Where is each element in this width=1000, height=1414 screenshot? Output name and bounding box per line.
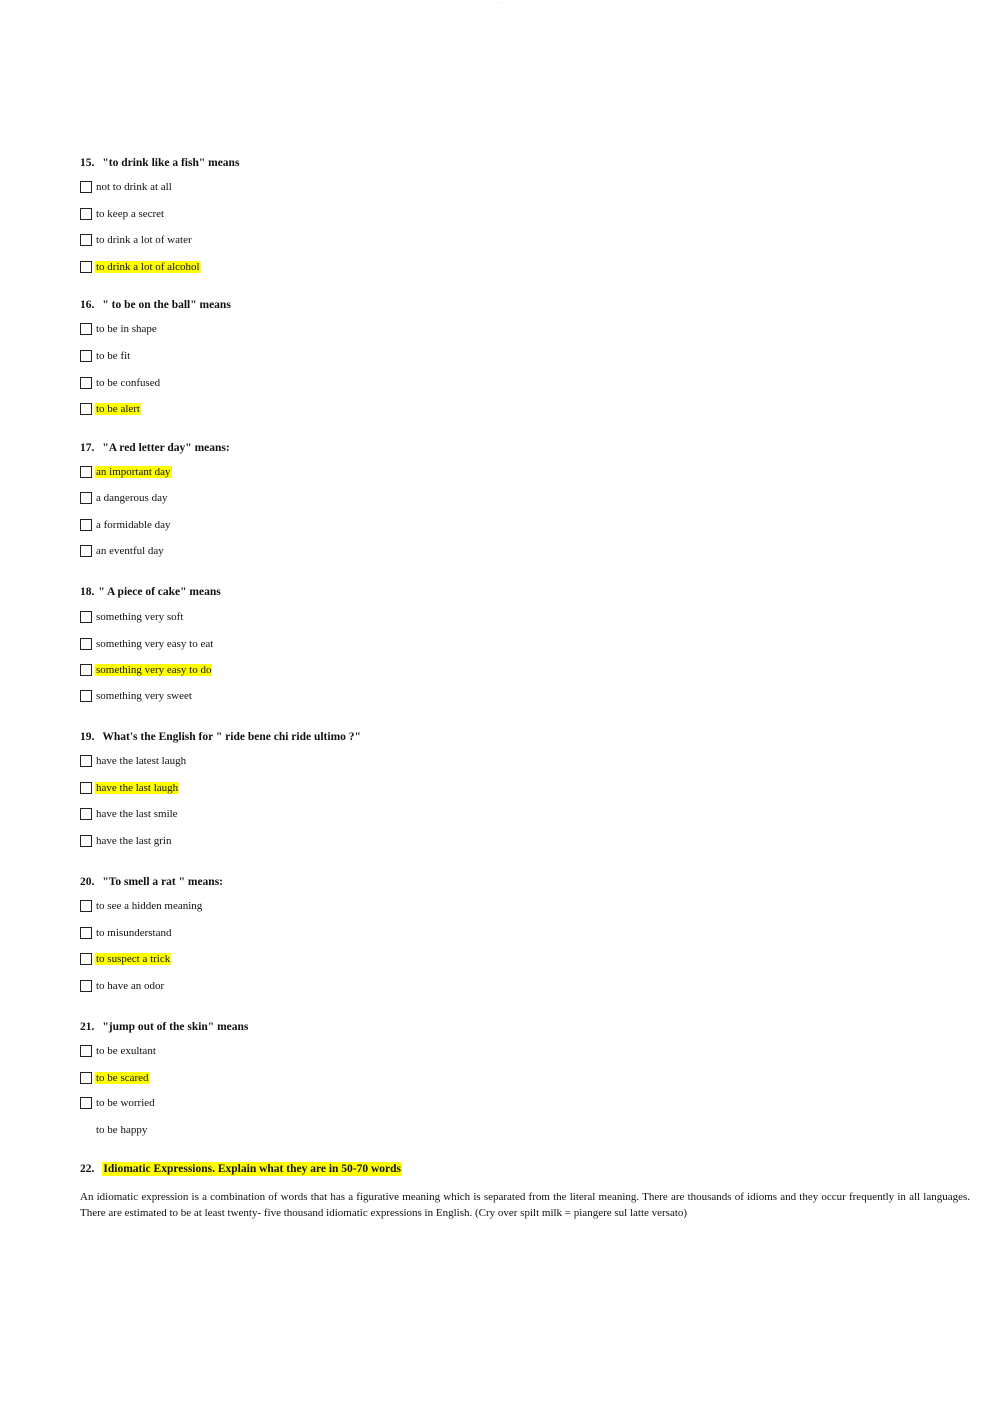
- checkbox[interactable]: [80, 1097, 92, 1109]
- checkbox[interactable]: [80, 1072, 92, 1084]
- question-text: " A piece of cake" means: [98, 586, 221, 598]
- checkbox[interactable]: [80, 466, 92, 478]
- question-text: What's the English for " ride bene chi ride ultimo ?": [102, 731, 361, 743]
- option-label: something very soft: [96, 611, 184, 624]
- checkbox[interactable]: [80, 611, 92, 623]
- checkbox[interactable]: [80, 350, 92, 362]
- option-21-a[interactable]: [80, 1044, 157, 1060]
- option-label: something very sweet: [96, 690, 192, 703]
- page-header-mark: · · · · ·: [494, 0, 506, 5]
- option-label: to be in shape: [96, 323, 157, 336]
- question-text: "jump out of the skin" means: [102, 1021, 249, 1033]
- option-18-d[interactable]: [80, 689, 193, 705]
- checkbox[interactable]: [80, 808, 92, 820]
- option-19-b[interactable]: [80, 781, 179, 797]
- option-19-d[interactable]: [80, 834, 172, 850]
- option-17-a[interactable]: [80, 465, 172, 481]
- option-21-b[interactable]: [80, 1071, 150, 1087]
- option-20-b[interactable]: [80, 926, 172, 942]
- question-text: " to be on the ball" means: [102, 299, 231, 311]
- checkbox[interactable]: [80, 234, 92, 246]
- option-label: have the last smile: [96, 808, 178, 821]
- option-label: to have an odor: [96, 980, 165, 993]
- option-15-b[interactable]: [80, 207, 165, 223]
- checkbox[interactable]: [80, 323, 92, 335]
- option-label: to be happy: [96, 1124, 148, 1137]
- question-title: [80, 1020, 248, 1034]
- option-15-c[interactable]: [80, 233, 193, 249]
- option-18-b[interactable]: [80, 637, 214, 653]
- option-label: to be worried: [96, 1097, 155, 1110]
- question-number: 19.: [80, 731, 95, 743]
- option-20-d[interactable]: [80, 979, 165, 995]
- option-label: to be fit: [96, 350, 131, 363]
- checkbox[interactable]: [80, 1045, 92, 1057]
- question-title: [80, 156, 239, 170]
- option-label: to be confused: [96, 377, 161, 390]
- option-21-d[interactable]: [80, 1123, 148, 1139]
- answer-paragraph: An idiomatic expression is a combination of words that has a figurative meaning which is separated from the literal meaning. There are thousands of idioms and they occur frequently in all languages. There are estimated to be at least twenty- five thousand idiomatic expressions in English. (Cry over spilt milk = piangere sul latte versato): [80, 1191, 970, 1219]
- question-text: "A red letter day" means:: [102, 442, 230, 454]
- option-20-c[interactable]: [80, 952, 171, 968]
- checkbox[interactable]: [80, 208, 92, 220]
- option-label: have the latest laugh: [96, 755, 187, 768]
- option-17-b[interactable]: [80, 491, 168, 507]
- checkbox[interactable]: [80, 492, 92, 504]
- option-label: a dangerous day: [96, 492, 168, 505]
- question-number: 15.: [80, 157, 95, 169]
- option-21-c[interactable]: [80, 1096, 156, 1112]
- checkbox[interactable]: [80, 545, 92, 557]
- option-17-c[interactable]: [80, 518, 172, 534]
- checkbox[interactable]: [80, 519, 92, 531]
- question-number: 22.: [80, 1163, 95, 1175]
- option-label-correct: to drink a lot of alcohol: [96, 261, 200, 274]
- option-19-a[interactable]: [80, 754, 187, 770]
- question-title: [80, 875, 223, 889]
- option-label: to see a hidden meaning: [96, 900, 203, 913]
- option-20-a[interactable]: [80, 899, 203, 915]
- option-label: a formidable day: [96, 519, 171, 532]
- option-label: to misunderstand: [96, 927, 172, 940]
- option-19-c[interactable]: [80, 807, 179, 823]
- question-text: "To smell a rat " means:: [102, 876, 224, 888]
- question-number: 16.: [80, 299, 95, 311]
- option-label-correct: have the last laugh: [96, 782, 179, 795]
- question-text: "to drink like a fish" means: [102, 157, 240, 169]
- question-number: 18.: [80, 586, 95, 598]
- option-label: something very easy to eat: [96, 638, 214, 651]
- option-label: to drink a lot of water: [96, 234, 192, 247]
- checkbox[interactable]: [80, 261, 92, 273]
- checkbox[interactable]: [80, 980, 92, 992]
- question-number: 20.: [80, 876, 95, 888]
- question-text-highlighted: Idiomatic Expressions. Explain what they are in 50-70 words: [103, 1163, 402, 1175]
- option-label: to be exultant: [96, 1045, 156, 1058]
- option-18-a[interactable]: [80, 610, 184, 626]
- checkbox[interactable]: [80, 377, 92, 389]
- option-label: have the last grin: [96, 835, 172, 848]
- option-label-correct: something very easy to do: [96, 664, 212, 677]
- question-title: [80, 730, 361, 744]
- option-16-b[interactable]: [80, 349, 131, 365]
- question-title: [80, 441, 230, 455]
- option-label-correct: to suspect a trick: [96, 953, 171, 966]
- option-label: an eventful day: [96, 545, 164, 558]
- option-15-d[interactable]: [80, 260, 201, 276]
- option-label: to keep a secret: [96, 208, 165, 221]
- question-title: [80, 298, 231, 312]
- option-label-correct: to be scared: [96, 1072, 149, 1085]
- option-label-correct: to be alert: [96, 403, 140, 416]
- checkbox[interactable]: [80, 900, 92, 912]
- checkbox[interactable]: [80, 953, 92, 965]
- option-15-a[interactable]: [80, 180, 173, 196]
- question-22: [80, 1162, 402, 1176]
- checkbox[interactable]: [80, 755, 92, 767]
- option-17-d[interactable]: [80, 544, 165, 560]
- checkbox[interactable]: [80, 181, 92, 193]
- checkbox[interactable]: [80, 403, 92, 415]
- option-label: not to drink at all: [96, 181, 172, 194]
- option-label-correct: an important day: [96, 466, 171, 479]
- checkbox[interactable]: [80, 927, 92, 939]
- option-16-a[interactable]: [80, 322, 158, 338]
- option-16-c[interactable]: [80, 376, 161, 392]
- checkbox[interactable]: [80, 638, 92, 650]
- option-16-d[interactable]: [80, 402, 141, 418]
- checkbox[interactable]: [80, 664, 92, 676]
- checkbox[interactable]: [80, 690, 92, 702]
- question-number: 17.: [80, 442, 95, 454]
- question-number: 21.: [80, 1021, 95, 1033]
- checkbox[interactable]: [80, 835, 92, 847]
- question-title: [80, 585, 221, 599]
- checkbox[interactable]: [80, 782, 92, 794]
- option-18-c[interactable]: [80, 663, 212, 679]
